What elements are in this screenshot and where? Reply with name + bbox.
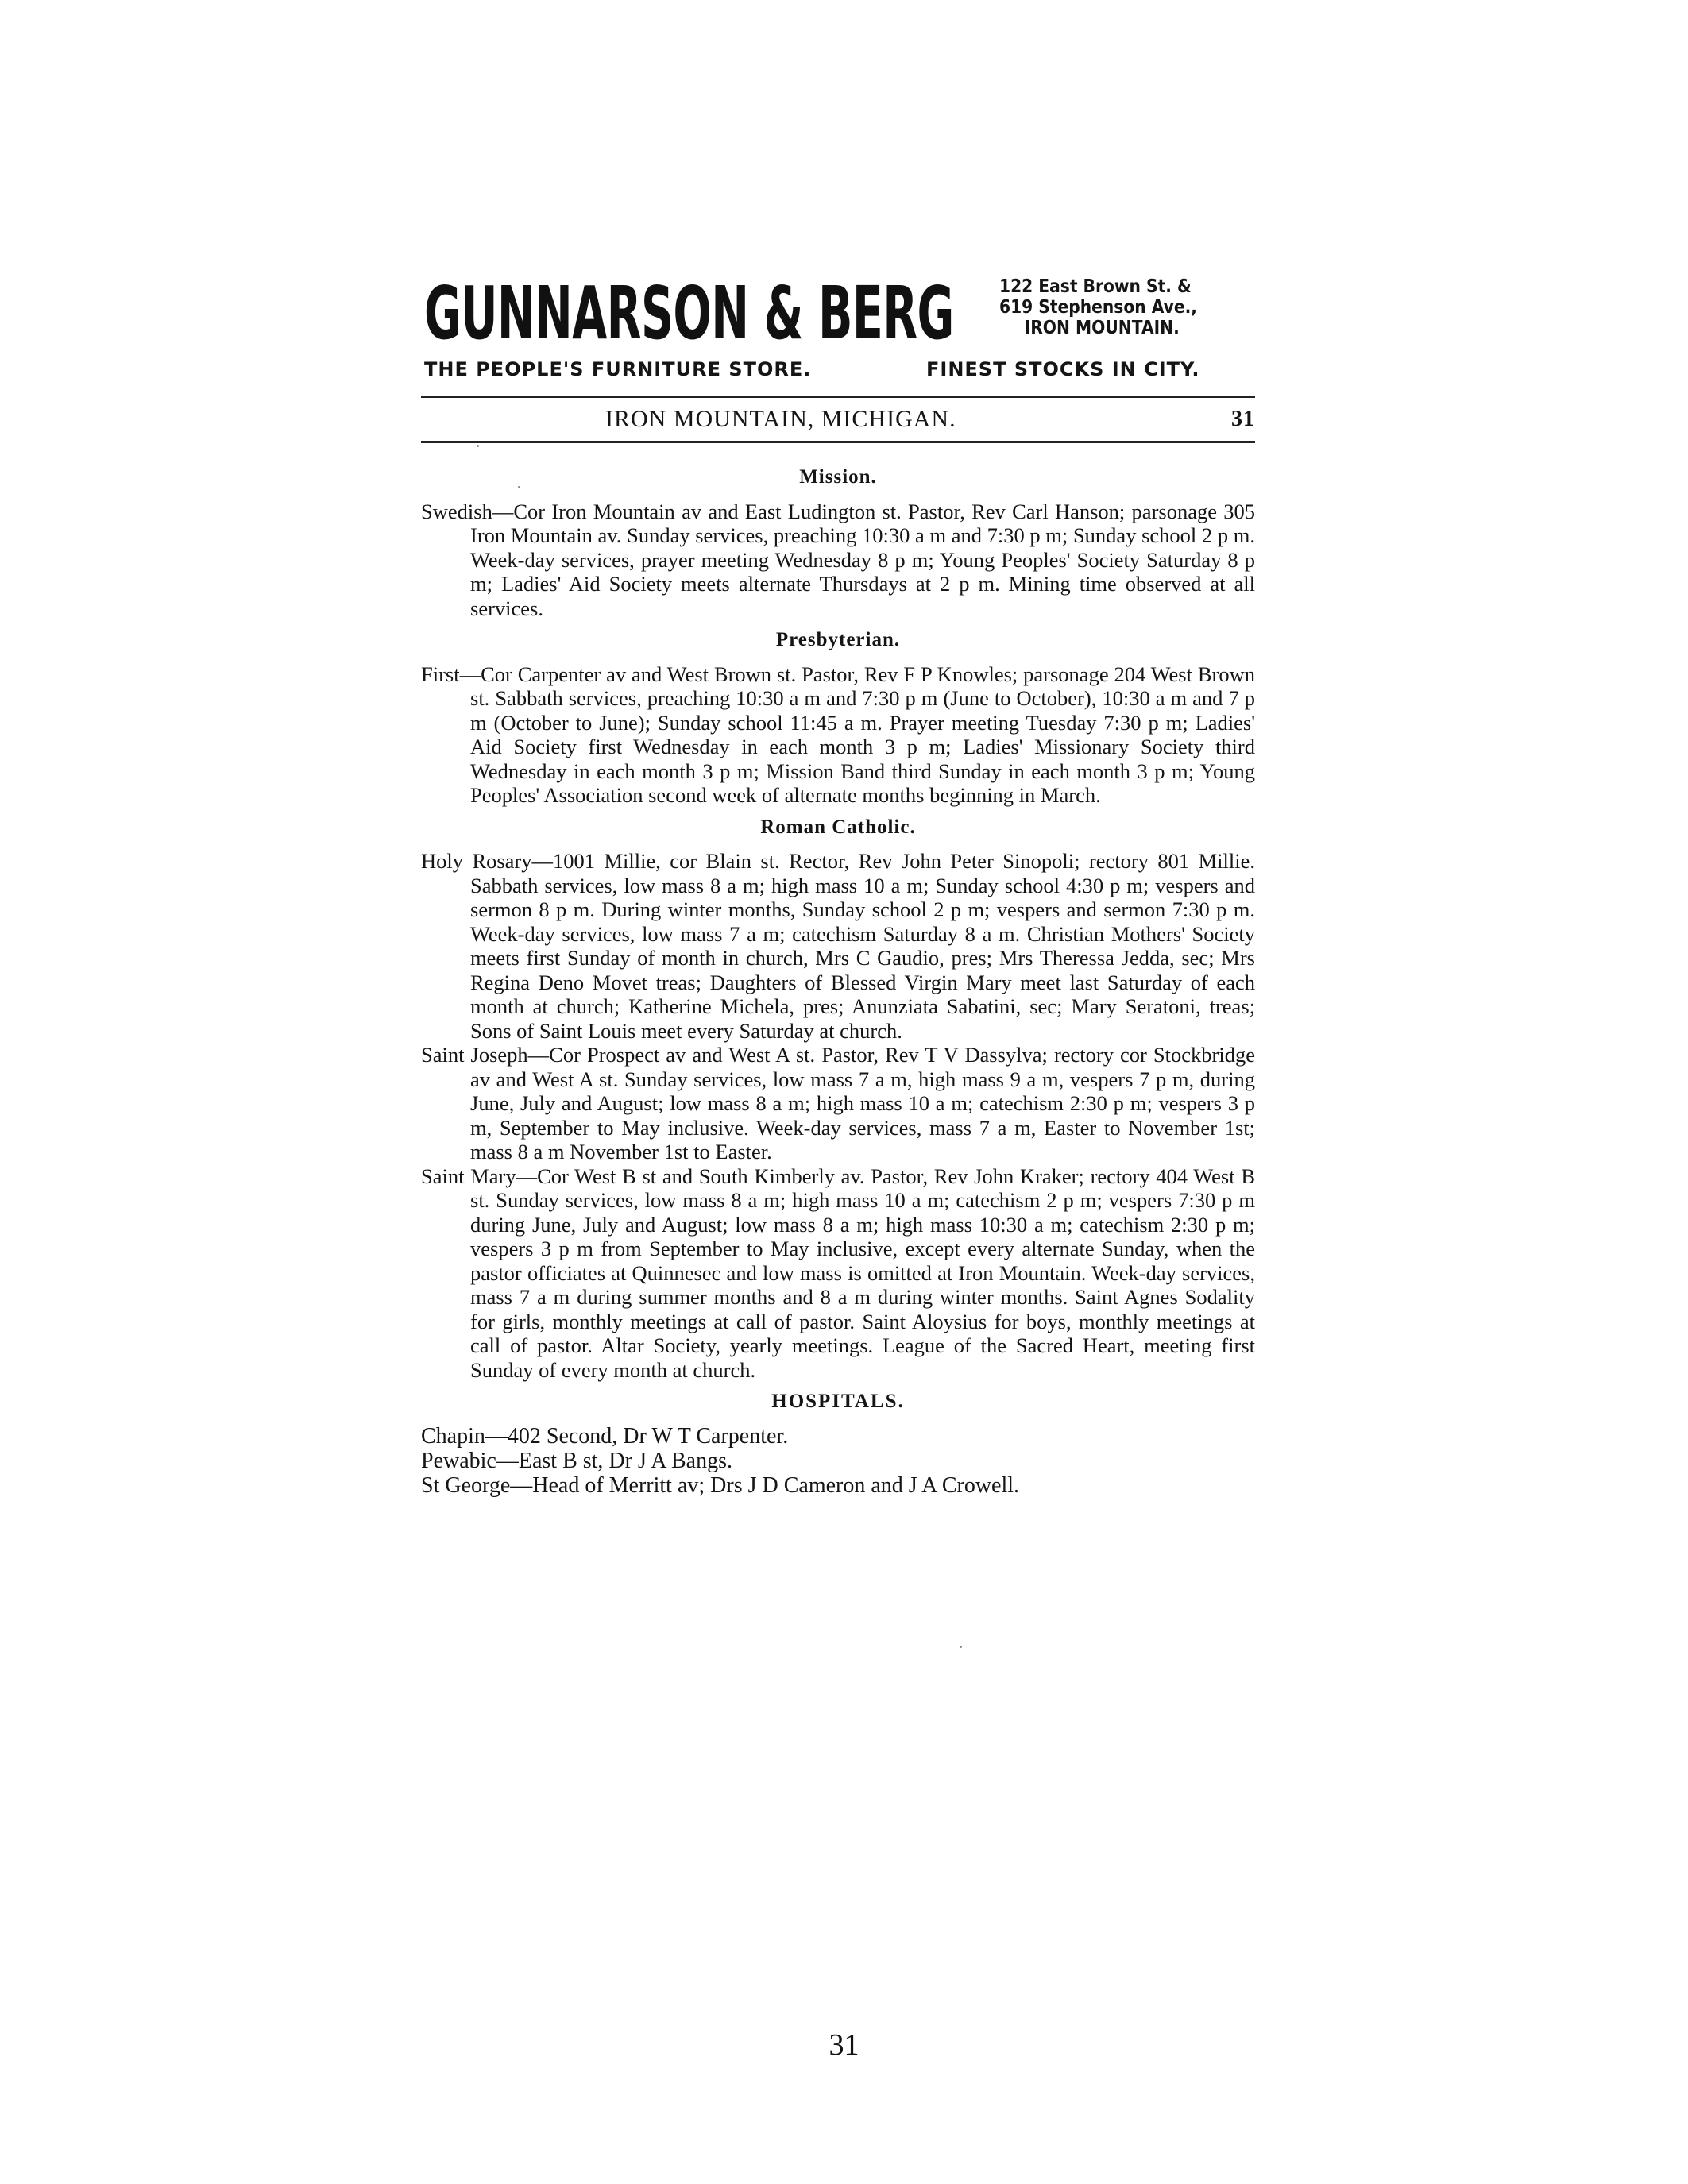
- advertiser-address: [999, 276, 1230, 338]
- entry-swedish-mission: Swedish—Cor Iron Mountain av and East Ludington st. Pastor, Rev Carl Hanson; parsonage 305 Iron Mountain av. Sunday services, preaching 10:30 a m and 7:30 p m; Sunday school 2 p m. Week-day services, prayer meeting Wednesday 8 p m; Young Peoples' Society Saturday 8 p m; Ladies' Aid Society meets alternate Thursdays at 2 p m. Mining time observed at all services.: [421, 499, 1255, 620]
- entry-saint-joseph: Saint Joseph—Cor Prospect av and West A st. Pastor, Rev T V Dassylva; rectory cor Stockbridge av and West A st. Sunday services, low mass 7 a m, high mass 9 a m, vespers 7 p m, during June, July and August; low mass 8 a m; high mass 10 a m; catechism 2:30 p m; vespers 3 p m, September to May inclusive. Week-day services, mass 7 a m, Easter to November 1st; mass 8 a m November 1st to Easter.: [421, 1043, 1255, 1163]
- footer-page-number: 31: [829, 2028, 859, 2062]
- furniture-store-advertisement: [421, 270, 1255, 381]
- entry-hospital-pewabic: Pewabic—East B st, Dr J A Bangs.: [421, 1448, 732, 1473]
- section-title-roman-catholic: Roman Catholic.: [760, 816, 916, 838]
- address-line-2: 619 Stephenson Ave.,: [999, 297, 1197, 318]
- tagline-left: THE PEOPLE'S FURNITURE STORE.: [424, 358, 812, 380]
- directory-page-scan: [421, 270, 1255, 1498]
- scan-speck: [960, 1646, 962, 1648]
- address-line-3: IRON MOUNTAIN.: [1024, 318, 1180, 338]
- entry-first-presbyterian: First—Cor Carpenter av and West Brown st. Pastor, Rev F P Knowles; parsonage 204 West Brown st. Sabbath services, preaching 10:30 a m and 7:30 p m (June to October), 10:30 a m and 7 p m (October to June); Sunday school 11:45 a m. Prayer meeting Tuesday 7:30 p m; Ladies' Aid Society first Wednesday in each month 3 p m; Ladies' Missionary Society third Wednesday in each month 3 p m; Mission Band third Sunday in each month 3 p m; Young Peoples' Association second week of alternate months beginning in March.: [421, 662, 1255, 807]
- entry-saint-mary: Saint Mary—Cor West B st and South Kimberly av. Pastor, Rev John Kraker; rectory 404 West B st. Sunday services, low mass 8 a m; high mass 10 a m; catechism 2 p m; vespers 7:30 p m during June, July and August; low mass 8 a m; high mass 10:30 a m; catechism 2:30 p m; vespers 3 p m from September to May inclusive, except every alternate Sunday, when the pastor officiates at Quinnesec and low mass is omitted at Iron Mountain. Week-day services, mass 7 a m during summer months and 8 a m during winter months. Saint Agnes Sodality for girls, monthly meetings at call of pastor. Saint Aloysius for boys, monthly meetings at call of pastor. Altar Society, yearly meetings. League of the Sacred Heart, meeting first Sunday of every month at church.: [421, 1163, 1255, 1382]
- directory-body: [421, 443, 1255, 1498]
- running-head: [421, 398, 1255, 441]
- advertiser-name: GUNNARSON & BERG: [424, 271, 954, 356]
- entry-hospital-st-george: St George—Head of Merritt av; Drs J D Cameron and J A Crowell.: [421, 1472, 1020, 1498]
- section-title-mission: Mission.: [799, 466, 877, 488]
- running-head-page-number: 31: [1231, 407, 1255, 431]
- tagline-right: FINEST STOCKS IN CITY.: [926, 358, 1200, 380]
- scan-speck: [477, 445, 479, 447]
- section-title-presbyterian: Presbyterian.: [775, 629, 901, 650]
- section-title-hospitals: HOSPITALS.: [771, 1391, 905, 1412]
- entry-holy-rosary: Holy Rosary—1001 Millie, cor Blain st. Rector, Rev John Peter Sinopoli; rectory 801 Millie. Sabbath services, low mass 8 a m; high mass 10 a m; Sunday school 4:30 p m; vespers and sermon 8 p m. During winter months, Sunday school 2 p m; vespers and sermon 7:30 p m. Week-day services, low mass 7 a m; catechism Saturday 8 a m. Christian Mothers' Society meets first Sunday of month in church, Mrs C Gaudio, pres; Mrs Theressa Jedda, sec; Mrs Regina Deno Movet treas; Daughters of Blessed Virgin Mary meet last Saturday of each month at church; Katherine Michela, pres; Anunziata Sabatini, sec; Mary Seratoni, treas; Sons of Saint Louis meet every Saturday at church.: [421, 849, 1255, 1043]
- running-head-title: IRON MOUNTAIN, MICHIGAN.: [605, 406, 956, 432]
- entry-hospital-chapin: Chapin—402 Second, Dr W T Carpenter.: [421, 1423, 789, 1449]
- address-line-1: 122 East Brown St. &: [999, 276, 1192, 297]
- scan-speck: [518, 486, 520, 488]
